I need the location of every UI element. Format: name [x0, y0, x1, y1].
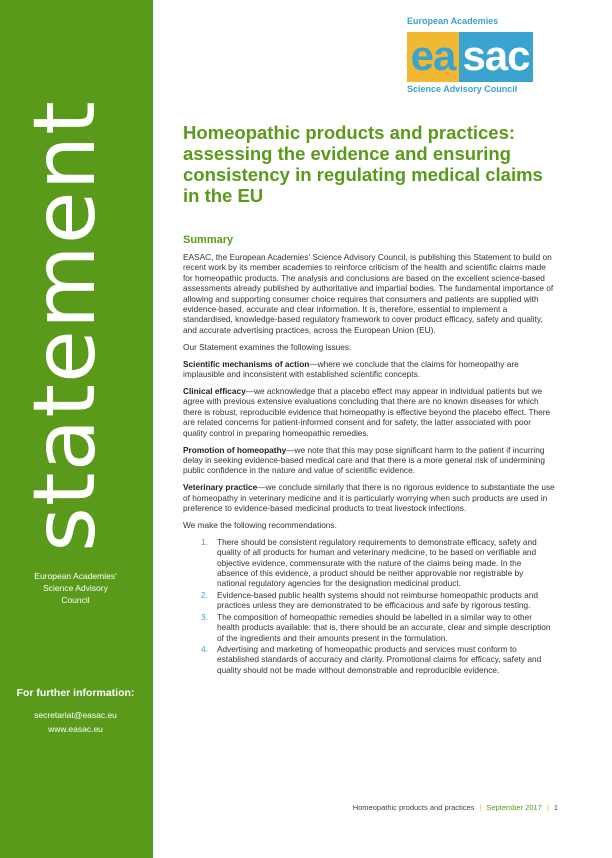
logo-bottom-text: Science Advisory Council: [407, 84, 518, 94]
issue-paragraph: [183, 445, 555, 476]
sidebar-org-line: Science Advisory: [43, 583, 108, 593]
easac-logo: [383, 16, 558, 96]
list-item: [183, 590, 555, 611]
list-item: [183, 537, 555, 589]
footer-separator: |: [479, 803, 482, 812]
logo-ea-block: ea: [407, 32, 459, 82]
list-item: [183, 612, 555, 643]
list-item-text: There should be consistent regulatory requirements to demonstrate efficacy, safety and quality of all products for human and veterinary medicine, to be based on verifiable and objective evidence, commensurate with the nature of the claims being made. In the absence of this evidence, a product should be neither approvable nor registrable by national regulatory agencies for the designation medicinal product.: [217, 536, 537, 589]
list-item-number: 3.: [201, 611, 208, 622]
issue-text: —where we conclude that the claims for homeopathy are implausible and inconsistent with established scientific concepts.: [183, 358, 519, 380]
issue-term: Scientific mechanisms of action: [183, 358, 310, 369]
issue-term: Promotion of homeopathy: [183, 444, 287, 455]
footer-date: September 2017: [486, 803, 542, 812]
list-item-text: The composition of homeopathic remedies should be labelled in a similar way to other health products available: that is, there should be an accurate, clear and simple description of the ingredients and their amounts present in the formulation.: [217, 611, 551, 643]
contact-heading: For further information:: [16, 687, 135, 699]
issue-paragraph: [183, 386, 555, 438]
sidebar-vertical-word: [12, 96, 118, 556]
contact-email-link[interactable]: secretariat@easac.eu: [34, 710, 117, 720]
logo-top-text: European Academies: [407, 16, 499, 26]
sidebar: [0, 0, 153, 858]
recommend-intro: We make the following recommendations.: [183, 519, 337, 530]
summary-intro: EASAC, the European Academies' Science Advisory Council, is publishing this Statement to build on recent work by its member academies to reinforce criticism of the health and scientific claims made for homeopathic products. The analysis and conclusions are based on the excellent science-based assessments already published by authoritative and impartial bodies. The fundamental importance of allowing and supporting consumer choice requires that consumers and patients are supplied with evidence-based, accurate and clear information. It is, therefore, essential to implement a standardised, knowledge-based regulatory framework to cover product efficacy, safety and quality, and accurate advertising practices, across the European Union (EU).: [183, 252, 554, 335]
issue-term: Veterinary practice: [183, 482, 258, 493]
issue-text: —we acknowledge that a placebo effect may appear in individual patients but we agree with previous extensive evaluations concluding that there are no known diseases for which there is robust, reproducible evidence that homeopathy is effective beyond the placebo effect. There are related concerns for patient-informed consent and for safety, the latter associated with poor quality control in preparing homeopathic remedies.: [183, 385, 551, 438]
list-item: [183, 644, 555, 675]
contact-website-link[interactable]: www.easac.eu: [48, 724, 103, 734]
issue-text: —we conclude similarly that there is no rigorous evidence to substantiate the use of homeopathy in veterinary medicine and it is particularly worrying when such products are used in preference to evidence-based medicinal products to treat livestock infections.: [183, 482, 555, 514]
logo-sac-block: sac: [459, 32, 533, 82]
page-number: 1: [553, 803, 558, 812]
sidebar-contact: [8, 687, 143, 736]
list-item-number: 1.: [201, 536, 208, 547]
footer-document-title: Homeopathic products and practices: [352, 803, 475, 812]
issue-paragraph: [183, 359, 555, 380]
list-item-number: 4.: [201, 643, 208, 654]
sidebar-org-line: European Academies': [34, 571, 117, 581]
footer-separator: |: [546, 803, 549, 812]
recommendations-list: [183, 537, 555, 675]
sidebar-organisation: [8, 570, 143, 606]
page-footer: [314, 803, 558, 812]
list-item-number: 2.: [201, 589, 208, 600]
sidebar-org-line: Council: [61, 595, 90, 605]
examines-text: Our Statement examines the following issues:: [183, 341, 352, 352]
issue-paragraph: [183, 482, 555, 513]
statement-word: statement: [15, 100, 115, 552]
page-title: Homeopathic products and practices: assessing the evidence and ensuring consistency in regulating medical claims in the EU: [183, 122, 543, 206]
list-item-text: Advertising and marketing of homeopathic products and services must conform to established standards of accuracy and clarity. Promotional claims for efficacy, safety and quality should not be made without demonstrable and reproducible evidence.: [217, 643, 542, 675]
issue-term: Clinical efficacy: [183, 385, 246, 396]
summary-section: [183, 234, 555, 676]
summary-heading: Summary: [183, 234, 234, 246]
list-item-text: Evidence-based public health systems should not reimburse homeopathic products and practices unless they are demonstrated to be efficacious and safe by rigorous testing.: [217, 589, 538, 611]
issue-text: —we note that this may pose significant harm to the patient if incurring delay in seeking evidence-based medical care and that there is a more general risk of undermining public confidence in the nature and value of scientific evidence.: [183, 444, 546, 476]
